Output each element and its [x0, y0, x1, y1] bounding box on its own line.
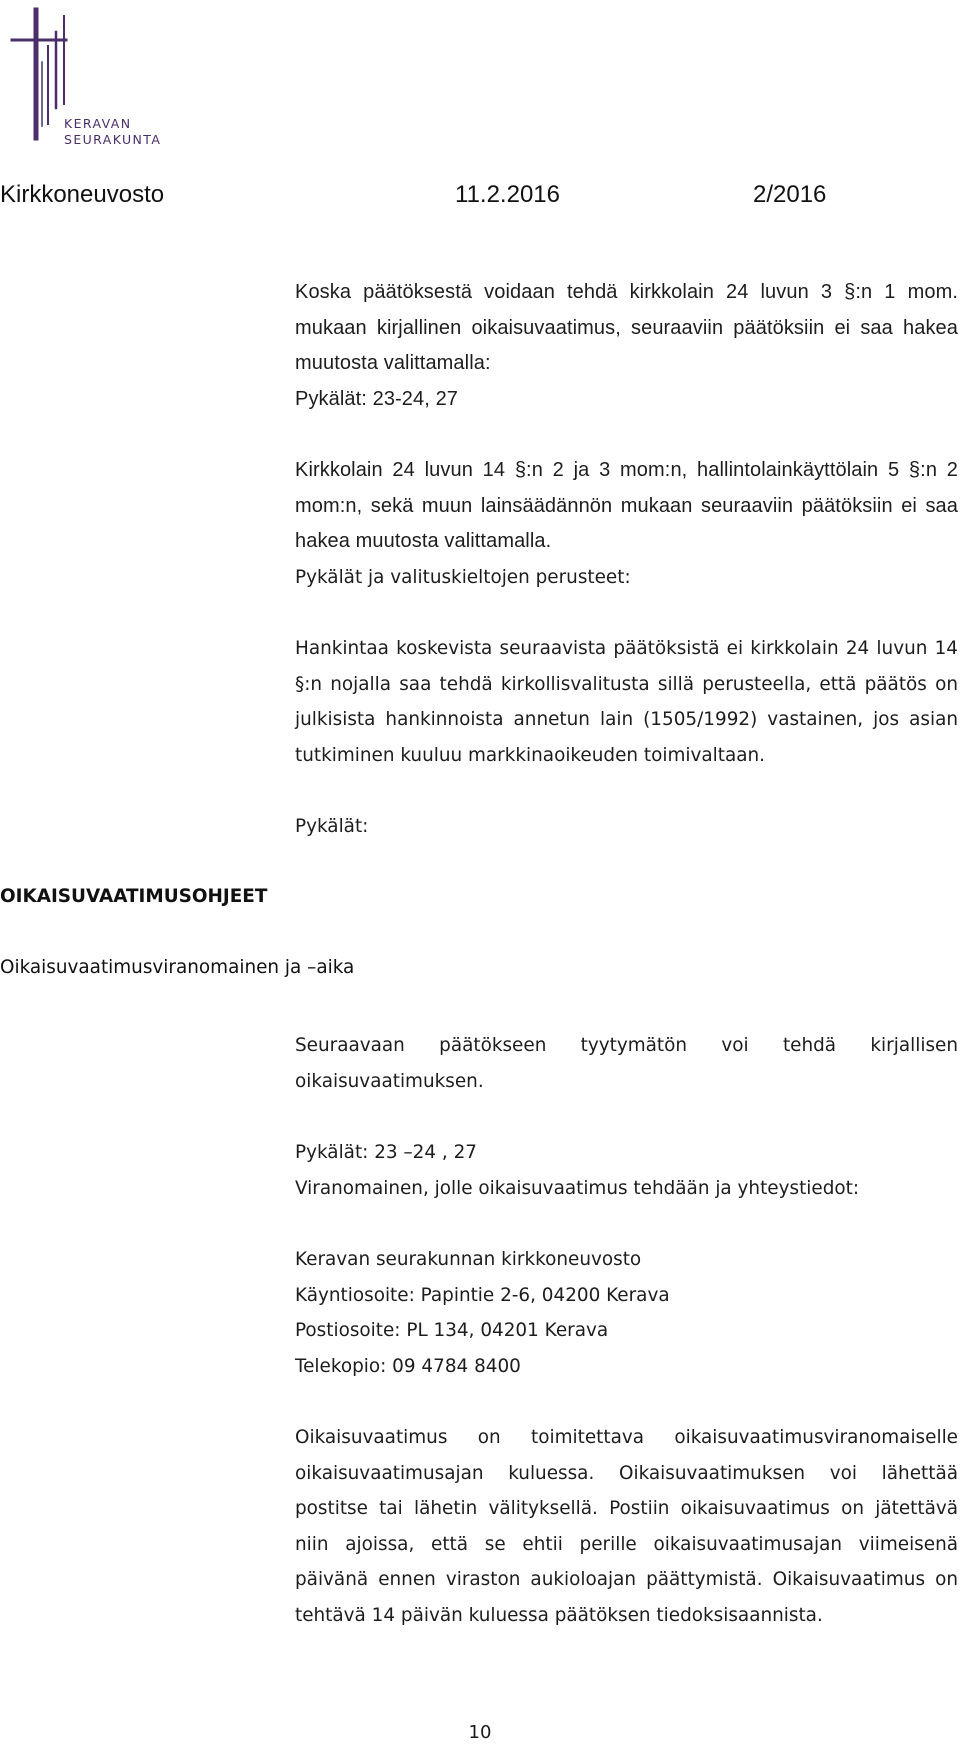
page-number: 10: [468, 1722, 492, 1743]
paragraph-rectification: Seuraavaan päätökseen tyytymätön voi tehdä kirjallisen oikaisuvaatimuksen.: [295, 1035, 958, 1092]
paragraph-appeal-ban-label: Pykälät ja valituskieltojen perusteet:: [295, 567, 631, 588]
paragraph-authority: Viranomainen, jolle oikaisuvaatimus tehdään ja yhteystiedot:: [295, 1178, 860, 1199]
paragraph-no-appeal: Koska päätöksestä voidaan tehdä kirkkolain 24 luvun 3 §:n 1 mom. mukaan kirjallinen oikaisuvaatimus, seuraaviin päätöksiin ei saa hakea muutosta valittamalla:: [295, 281, 958, 374]
paragraph-procurement: Hankintaa koskevista seuraavista päätöksistä ei kirkkolain 24 luvun 14 §:n nojalla saa tehdä kirkollisvalitusta sillä perusteella, että päätös on julkisista hankinnoista annetun lain (1505/1992) vastainen, jos asian tutkiminen kuuluu markkinaoikeuden toimivaltaan.: [295, 638, 958, 766]
paragraph-procurement-label: Pykälät:: [295, 816, 369, 837]
contact-name: Keravan seurakunnan kirkkoneuvosto: [295, 1249, 642, 1270]
contact-fax: Telekopio: 09 4784 8400: [295, 1356, 521, 1377]
sub-heading: Oikaisuvaatimusviranomainen ja –aika: [0, 957, 355, 978]
header-date: 11.2.2016: [455, 181, 560, 208]
paragraph-submission: Oikaisuvaatimus on toimitettava oikaisuvaatimusviranomaiselle oikaisuvaatimusajan kuluessa. Oikaisuvaatimuksen voi lähettää postitse tai lähetin välityksellä. Postiin oikaisuvaatimus on jätettävä niin ajoissa, että se ehtii perille oikaisuvaatimusajan viimeisenä päivänä ennen viraston aukioloajan päättymistä. Oikaisuvaatimus on tehtävä 14 päivän kuluessa päätöksen tiedoksisaannista.: [295, 1427, 958, 1626]
paragraph-no-appeal-sections: Pykälät: 23-24, 27: [295, 388, 459, 410]
section-heading: OIKAISUVAATIMUSOHJEET: [0, 886, 268, 907]
contact-visit-address: Käyntiosoite: Papintie 2-6, 04200 Kerava: [295, 1285, 670, 1306]
contact-postal-address: Postiosoite: PL 134, 04201 Kerava: [295, 1320, 609, 1341]
header-title: Kirkkoneuvosto: [0, 181, 165, 208]
logo-text-line1: KERAVAN: [64, 116, 132, 131]
paragraph-rectification-sections: Pykälät: 23 –24 , 27: [295, 1142, 477, 1163]
header-number: 2/2016: [753, 181, 827, 208]
paragraph-appeal-ban: Kirkkolain 24 luvun 14 §:n 2 ja 3 mom:n, hallintolainkäyttölain 5 §:n 2 mom:n, sekä muun lainsäädännön mukaan seuraaviin päätöksiin ei saa hakea muutosta valittamalla.: [295, 459, 958, 552]
logo-text-line2: SEURAKUNTA: [64, 132, 162, 147]
